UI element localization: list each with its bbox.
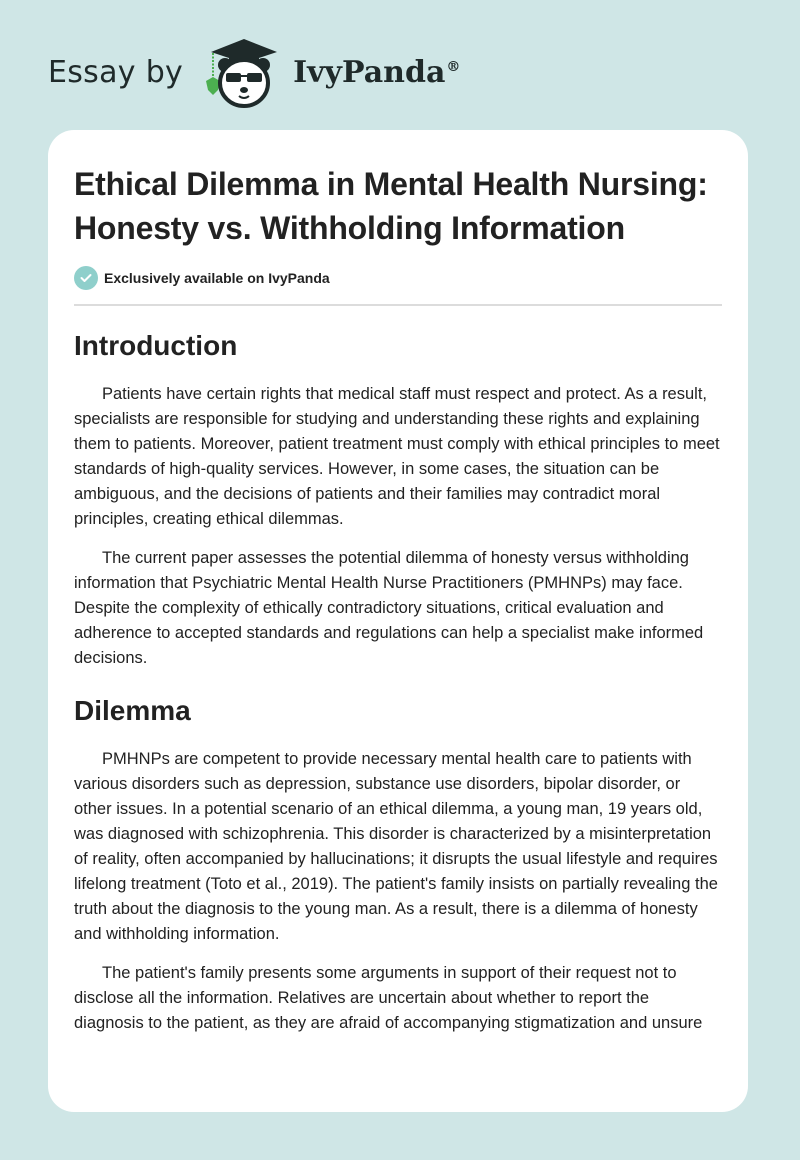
- brand-name-text: IvyPanda: [293, 54, 446, 90]
- brand-name[interactable]: [293, 55, 460, 90]
- paragraph: The current paper assesses the potential dilemma of honesty versus withholding information that Psychiatric Mental Health Nurse Practitioners (PMHNPs) may face. Despite the complexity of ethically contradictory situations, critical evaluation and adherence to accepted standards and regulations can help a specialist make informed decisions.: [74, 549, 704, 667]
- section-heading-dilemma: Dilemma: [74, 695, 191, 726]
- registered-mark: ®: [446, 58, 461, 75]
- essay-title: Ethical Dilemma in Mental Health Nursing: Honesty vs. Withholding Information: [74, 166, 708, 246]
- section-heading-introduction: Introduction: [74, 330, 238, 361]
- essay-card: [48, 130, 748, 1112]
- site-header: [48, 36, 460, 108]
- title-divider: [74, 304, 722, 306]
- essay-by-label: Essay by: [48, 54, 184, 90]
- paragraph: The patient's family presents some arguments in support of their request not to disclose all the information. Relatives are uncertain about whether to report the diagnosis to the patient, as they are afraid of accompanying stigmatization and unsure: [74, 964, 703, 1032]
- check-circle-icon: [74, 266, 98, 290]
- exclusive-badge: [74, 264, 722, 292]
- panda-graduate-logo-icon[interactable]: [201, 35, 287, 109]
- paragraph: PMHNPs are competent to provide necessary mental health care to patients with various disorders such as depression, substance use disorders, bipolar disorder, or other issues. In a potential scenario of an ethical dilemma, a young man, 19 years old, was diagnosed with schizophrenia. This disorder is characterized by a misinterpretation of reality, often accompanied by hallucinations; it disrupts the usual lifestyle and requires lifelong treatment (Toto et al., 2019). The patient's family insists on partially revealing the truth about the diagnosis to the young man. As a result, there is a dilemma of honesty and withholding information.: [74, 750, 718, 943]
- paragraph: Patients have certain rights that medical staff must respect and protect. As a result, specialists are responsible for studying and understanding these rights and explaining them to patients. Moreover, patient treatment must comply with ethical principles to meet standards of high-quality services. However, in some cases, the situation can be ambiguous, and the decisions of patients and their families may contradict moral principles, creating ethical dilemmas.: [74, 385, 720, 528]
- exclusive-badge-text: Exclusively available on IvyPanda: [104, 270, 330, 286]
